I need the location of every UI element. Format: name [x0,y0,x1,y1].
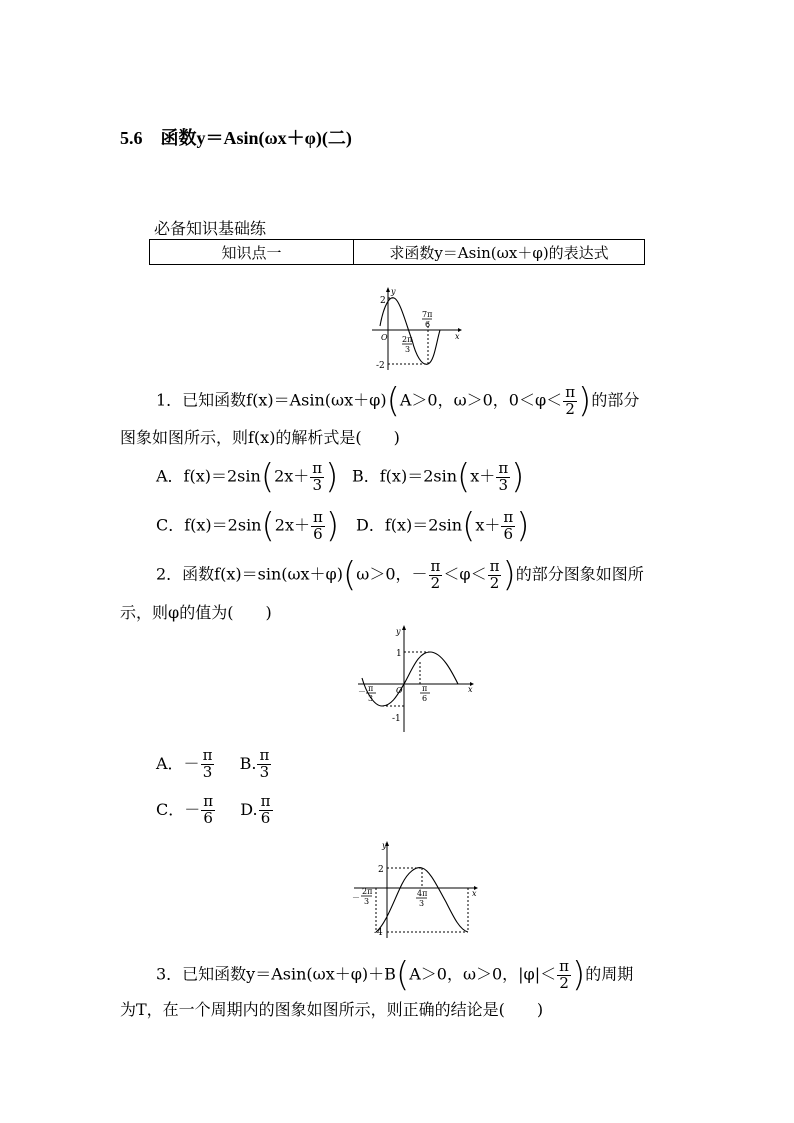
paren-left: ( [395,955,410,995]
figure3-tick-right-num: 4π [417,889,428,898]
option-label: A．f(x)＝2sin [156,466,261,486]
frac-num: π [498,458,509,477]
knowledge-point-table [149,239,645,265]
paren-left: ( [261,506,275,546]
q2-option-c-label: C．－ [156,799,201,819]
figure2-curve [362,652,458,706]
option-fraction [496,458,510,494]
paren-right: ) [511,457,525,497]
option-inner: 2x＋ [274,466,310,486]
frac-num: π [430,556,441,575]
frac-num: π [489,556,500,575]
section-number: 5.6 [120,128,143,148]
frac-num: π [503,507,514,526]
figure2-y-arrow [402,625,406,630]
paren-left: ( [457,457,471,497]
q2-stem-post: 的部分图象如图所 [515,564,644,584]
paren-right: ) [516,506,530,546]
title-part: (二) [321,128,352,148]
q1-condition: A＞0，ω＞0，0＜φ＜ [399,390,563,410]
figure3-tick-right-den: 3 [419,899,425,908]
figure2-tick-left-num: π [368,684,374,693]
knowledge-point-label: 知识点一 [150,240,354,265]
figure2-tick-right-num: π [422,684,428,693]
q3-condition: A＞0，ω＞0，|φ|＜ [409,964,557,984]
q1-option-a [156,457,339,497]
q1-stem-pre: 1．已知函数f(x)＝Asin(ωx＋φ) [156,390,387,410]
q1-fraction [563,382,577,418]
frac-num: π [565,382,576,401]
question-1-line2: 图象如图所示，则f(x)的解析式是( ) [120,428,400,447]
question-3-stem [156,955,634,995]
frac-den: 3 [312,475,322,494]
frac-den: 3 [202,762,213,781]
q2-option-c-fraction [201,794,215,827]
frac-num: π [202,746,213,764]
figure3-tick-left-num: 2π [362,887,373,896]
q2-option-b-label: B. [239,753,257,773]
q1-option-c [156,506,340,546]
figure1-x-label: x [455,332,460,341]
figure1-y-arrow [386,287,390,292]
q2-option-b-fraction [257,748,271,781]
frac-num: π [312,507,323,526]
option-fraction [311,507,325,543]
frac-den: 6 [260,808,271,827]
frac-num: π [260,792,271,810]
figure1-curve [380,298,440,365]
q1-option-d [356,506,530,546]
figure1-tick-b-num: 7π [422,310,433,319]
question-3-line2: 为T，在一个周期内的图象如图所示，则正确的结论是( ) [120,1000,544,1019]
figure2-x-label: x [468,685,473,694]
option-label: D．f(x)＝2sin [356,515,463,535]
knowledge-point-topic: 求函数y＝Asin(ωx＋φ)的表达式 [354,240,645,265]
question-2-stem [156,555,644,595]
q3-fraction [557,956,571,992]
figure2-ytick-bottom: -1 [392,714,401,724]
frac-den: 2 [559,973,569,992]
paren-left: ( [260,457,275,497]
q2-fraction-a [429,556,443,592]
frac-den: 2 [430,573,441,592]
page-title [120,124,352,150]
figure2-y-label: y [396,627,401,636]
paren-right: ) [578,381,592,421]
q3-stem-pre: 3．已知函数y＝Asin(ωx＋φ)＋B [156,964,396,984]
question-2-line2: 示，则φ的值为( ) [120,603,272,622]
option-inner: x＋ [470,466,496,486]
figure2-tick-left-minus: － [358,687,366,696]
figure3-y-label: y [382,841,387,850]
q2-option-a-fraction [201,748,215,781]
figure2-tick-right-den: 6 [422,694,428,703]
frac-den: 3 [259,762,270,781]
question-1-stem [156,381,640,421]
frac-num: π [203,792,214,810]
title-formula: y＝Asin(ωx＋φ) [196,128,322,148]
figure1-ytick-top: 2 [380,296,386,306]
q1-option-b [352,457,525,497]
paren-left: ( [462,506,476,546]
frac-den: 3 [498,475,509,494]
q2-options-ab [156,748,272,781]
option-inner: x＋ [475,515,501,535]
q3-stem-post: 的周期 [585,964,634,984]
figure1-origin: O [381,333,388,342]
paren-right: ) [325,457,339,497]
figure-2-sine-graph [352,622,476,734]
frac-den: 6 [203,808,213,827]
frac-den: 2 [565,399,575,418]
figure3-tick-left-den: 3 [364,897,370,906]
figure1-y-label: y [391,287,396,296]
figure-1-sine-graph [364,284,464,374]
q2-condition-a: ω＞0，－ [356,564,428,584]
q2-condition-b: ＜φ＜ [443,564,487,584]
paren-right: ) [572,955,586,995]
option-fraction [310,458,324,494]
figure1-tick-b-den: 6 [425,320,431,329]
q2-option-a-label: A．－ [156,753,200,773]
option-label: C．f(x)＝2sin [156,515,262,535]
frac-num: π [312,458,323,477]
option-fraction [501,507,515,543]
q2-option-d-fraction [259,794,273,827]
paren-left: ( [386,381,400,421]
option-inner: 2x＋ [274,515,310,535]
figure2-origin: O [396,686,403,695]
option-label: B．f(x)＝2sin [352,466,458,486]
figure2-tick-left-den: 3 [368,694,374,703]
figure2-ytick-top: 1 [396,649,402,659]
q2-stem-pre: 2．函数f(x)＝sin(ωx＋φ) [156,564,344,584]
q2-options-cd [156,794,274,827]
q1-stem-post: 的部分 [591,390,640,410]
figure1-tick-a-num: 2π [402,335,413,344]
q2-option-d-label: D. [240,799,258,819]
figure-3-sine-graph [350,840,482,940]
figure1-ytick-bottom: -2 [376,361,385,371]
paren-right: ) [325,506,340,546]
figure3-tick-left-minus: － [352,893,360,902]
frac-num: π [259,746,270,764]
title-func-label: 函数 [160,128,197,148]
frac-num: π [559,956,570,975]
frac-den: 6 [503,524,514,543]
figure3-ytick-bottom: -4 [374,928,383,938]
paren-left: ( [343,555,357,595]
figure1-tick-a-den: 3 [405,345,411,354]
figure3-ytick-top: 2 [378,865,384,875]
figure3-x-label: x [472,889,477,898]
paren-right: ) [502,555,516,595]
frac-den: 6 [313,524,323,543]
section-heading: 必备知识基础练 [154,219,267,238]
frac-den: 2 [489,573,500,592]
q2-fraction-b [488,556,502,592]
